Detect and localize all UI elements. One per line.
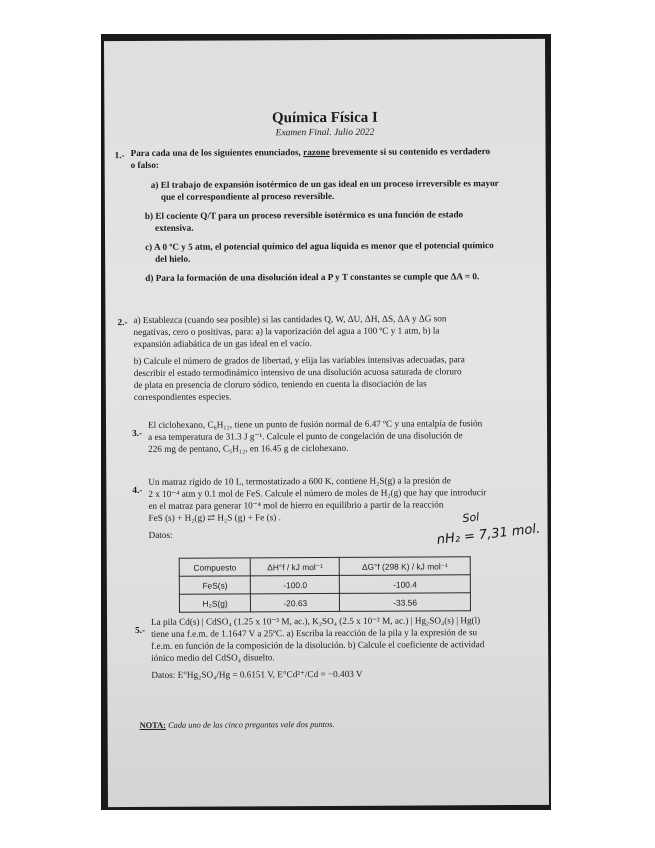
q3-number: 3.-	[132, 427, 143, 439]
exam-sheet	[104, 39, 549, 807]
table-row	[179, 593, 470, 613]
thermo-data-table	[179, 556, 471, 613]
table-header-row	[179, 557, 470, 577]
q4-number: 4.-	[132, 484, 143, 496]
q4-reaction: FeS (s) + H₂(g) ⇄ H₂S (g) + Fe (s) .	[148, 512, 281, 523]
q5-line-2: tiene una f.e.m. de 1.1647 V a 25ºC. a) Escriba la reacción de la pila y la expresión de su	[151, 627, 478, 639]
handwritten-answer: nH₂ = 7,31 mol.	[436, 521, 541, 548]
q1-item-d: d) Para la formación de una disolución ideal a P y T constantes se cumple que ΔA = 0.	[145, 271, 480, 283]
q1-item-c: c) A 0 ºC y 5 atm, el potencial químico del agua líquida es menor que el potencial químico	[145, 240, 494, 252]
q5-number: 5.-	[135, 624, 146, 636]
q5-line-3: f.e.m. en función de la composición de la disolución. b) Calcule el coeficiente de actividad	[151, 639, 485, 651]
q1-item-a: a) El trabajo de expansión isotérmico de un gas ideal en un proceso irreversible es mayor	[150, 178, 499, 190]
q5-line-4: iónico medio del CdSO₄ disuelto.	[151, 652, 275, 663]
exam-note	[140, 720, 335, 730]
q4-datos-label: Datos:	[148, 529, 173, 540]
q1-number: 1.-	[114, 150, 125, 161]
table-cell: -33.56	[340, 593, 471, 612]
table-cell: -100.0	[251, 575, 340, 593]
table-cell: -100.4	[340, 575, 471, 594]
q1-item-c-cont: del hielo.	[155, 253, 191, 264]
q1-item-b: b) El cociente Q/T para un proceso reversible isotérmico es una función de estado	[144, 209, 464, 221]
table-cell: H₂S(g)	[179, 594, 250, 612]
q3-line-3: 226 mg de pentano, C₅H₁₂, en 16.45 g de ciclohexano.	[148, 442, 349, 454]
table-header: ΔH°f / kJ mol⁻¹	[251, 557, 340, 575]
q1-intro: Para cada una de los siguientes enunciados, razone brevemente si su contenido es verdadero	[130, 146, 491, 159]
q1-item-a-cont: que el correspondiente al proceso reversible.	[160, 190, 335, 202]
exam-subtitle: Examen Final. Julio 2022	[275, 127, 375, 139]
q1-intro-2: o falso:	[130, 159, 160, 171]
table-row	[179, 575, 470, 595]
table-cell: -20.63	[251, 593, 340, 611]
note-label: NOTA:	[139, 720, 166, 730]
q4-line-1: Un matraz rígido de 10 L, termostatizado a 600 K, contiene H₂S(g) a la presión de	[148, 475, 451, 487]
q2-part-b-2: describir el estado termodinámico intensivo de una disolución acuosa saturada de cloruro	[133, 366, 462, 379]
q2-part-a-3: expansión adiabática de un gas ideal en el vacío.	[133, 338, 312, 350]
q3-line-1: El ciclohexano, C₆H₁₂, tiene un punto de fusión normal de 6.47 ºC y una entalpía de fusión	[147, 418, 483, 430]
exam-title: Química Física I	[271, 109, 378, 127]
note-text: Cada uno de las cinco preguntas vale dos puntos.	[165, 719, 335, 730]
handwritten-sol: Sol	[461, 510, 480, 526]
q3-line-2: a esa temperatura de 31.3 J g⁻¹. Calcule el punto de congelación de una disolución de	[148, 430, 463, 442]
q2-number: 2.-	[117, 317, 128, 328]
q4-line-2: 2 x 10⁻⁴ atm y 0.1 mol de FeS. Calcule el número de moles de H₂(g) que hay que introducir	[148, 487, 487, 499]
table-header: Compuesto	[179, 558, 250, 576]
q2-part-b-4: correspondientes especies.	[133, 391, 232, 403]
table-cell: FeS(s)	[179, 576, 250, 594]
q2-part-a-2: negativas, cero o positivas, para: a) la vaporización del agua a 100 ºC y 1 atm, b) la	[133, 325, 440, 338]
q2-part-b-3: de plata en presencia de cloruro sódico, teniendo en cuenta la disociación de las	[133, 378, 427, 391]
q2-part-b: b) Calcule el número de grados de libertad, y elija las variables intensivas adecuadas, para	[133, 354, 465, 367]
q5-line-1: La pila Cd(s) | CdSO₄ (1.25 x 10⁻³ M, ac.), K₂SO₄ (2.5 x 10⁻² M, ac.) | Hg₂SO₄(s) | Hg(l)	[151, 615, 481, 627]
q4-line-3: en el matraz para generar 10⁻⁴ mol de hierro en equilibrio a partir de la reacción	[148, 499, 444, 511]
table-header: ΔG°f (298 K) / kJ mol⁻¹	[340, 557, 471, 576]
q2-part-a: a) Establezca (cuando sea posible) si las cantidades Q, W, ΔU, ΔH, ΔS, ΔA y ΔG son	[133, 313, 447, 326]
q5-datos: Datos: E°Hg₂SO₄/Hg = 0.6151 V, E°Cd²⁺/Cd = −0.403 V	[151, 668, 363, 680]
q1-item-b-cont: extensiva.	[154, 222, 194, 233]
